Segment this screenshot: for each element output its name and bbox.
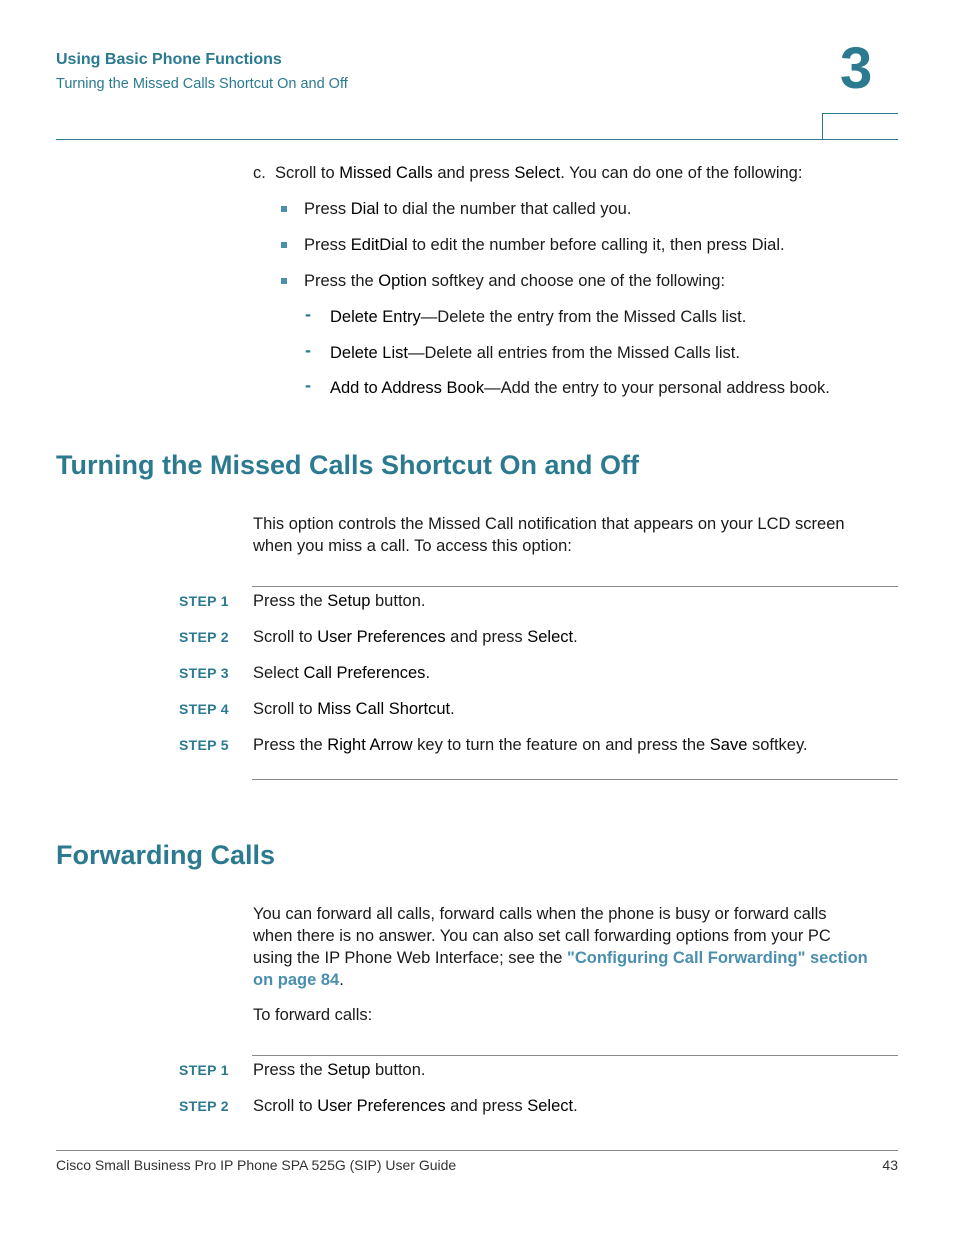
add-to-address-book-term: Add to Address Book xyxy=(330,379,485,397)
section-title-missed-calls-shortcut: Turning the Missed Calls Shortcut On and Off xyxy=(56,450,640,480)
select-term: Select xyxy=(527,628,574,646)
text: button. xyxy=(370,1061,426,1079)
text: and press xyxy=(432,164,515,182)
setup-term: Setup xyxy=(327,1061,371,1079)
text: Press the xyxy=(253,592,328,610)
text: softkey and choose one of the following: xyxy=(426,272,726,290)
to-forward-calls-text: To forward calls: xyxy=(253,1006,373,1024)
step-text xyxy=(253,698,455,720)
text: and press xyxy=(445,1097,528,1115)
delete-list-term: Delete List xyxy=(330,344,408,362)
save-term: Save xyxy=(709,736,748,754)
text: key to turn the feature on and press the xyxy=(412,736,710,754)
text: Select xyxy=(253,664,304,682)
step-text xyxy=(253,1095,578,1117)
steps-bottom-rule xyxy=(252,779,898,780)
step-text xyxy=(253,662,430,684)
section2-paragraph-line4 xyxy=(253,969,344,991)
text: . xyxy=(450,700,455,718)
text: Press xyxy=(304,236,351,254)
text: Scroll to xyxy=(253,700,318,718)
text: softkey. xyxy=(747,736,808,754)
right-arrow-term: Right Arrow xyxy=(327,736,413,754)
bullet-item xyxy=(304,270,725,292)
text: Press xyxy=(304,200,351,218)
text: . You can do one of the following: xyxy=(560,164,803,182)
dial-term: Dial xyxy=(350,200,380,218)
select-term: Select xyxy=(527,1097,574,1115)
bullet-square-icon xyxy=(281,278,287,284)
text: to edit the number before calling it, then press Dial. xyxy=(407,236,785,254)
text: using the IP Phone Web Interface; see the xyxy=(253,949,568,967)
text: —Add the entry to your personal address book. xyxy=(484,379,830,397)
step-label: STEP 4 xyxy=(179,701,229,717)
section1-paragraph-line2: when you miss a call. To access this option: xyxy=(253,537,572,555)
editdial-term: EditDial xyxy=(350,236,408,254)
text: Press the xyxy=(253,1061,328,1079)
section1-paragraph-line1: This option controls the Missed Call notification that appears on your LCD screen xyxy=(253,515,845,533)
text: . xyxy=(425,664,431,682)
chapter-tab-box xyxy=(822,113,898,139)
steps-top-rule xyxy=(252,586,898,587)
bullet-square-icon xyxy=(281,242,287,248)
user-preferences-term: User Preferences xyxy=(317,628,446,646)
setup-term: Setup xyxy=(327,592,371,610)
section2-paragraph-line1: You can forward all calls, forward calls when the phone is busy or forward calls xyxy=(253,905,827,923)
header-rule xyxy=(56,139,898,140)
page-84-link[interactable]: on page 84 xyxy=(253,971,340,989)
text: Press the xyxy=(253,736,328,754)
text: . xyxy=(339,971,344,989)
user-preferences-term: User Preferences xyxy=(317,1097,446,1115)
step-letter: c. xyxy=(253,164,266,182)
step-label: STEP 5 xyxy=(179,737,229,753)
text: and press xyxy=(445,628,528,646)
dash-bullet-icon: - xyxy=(305,304,311,324)
text: . xyxy=(573,628,578,646)
text: Scroll to xyxy=(275,164,340,182)
dash-bullet-icon: - xyxy=(305,375,311,395)
steps-top-rule xyxy=(252,1055,898,1056)
step-text xyxy=(253,626,578,648)
option-term: Option xyxy=(378,272,427,290)
sub-item xyxy=(330,306,746,328)
step-label: STEP 2 xyxy=(179,629,229,645)
step-label: STEP 1 xyxy=(179,593,229,609)
text: button. xyxy=(370,592,426,610)
footer-doc-title: Cisco Small Business Pro IP Phone SPA 525G (SIP) User Guide xyxy=(56,1157,457,1173)
bullet-square-icon xyxy=(281,206,287,212)
section-title-forwarding-calls: Forwarding Calls xyxy=(56,840,276,870)
section-subtitle: Turning the Missed Calls Shortcut On and Off xyxy=(56,76,348,92)
delete-entry-term: Delete Entry xyxy=(330,308,421,326)
call-preferences-term: Call Preferences xyxy=(303,664,426,682)
dash-bullet-icon: - xyxy=(305,340,311,360)
step-label: STEP 2 xyxy=(179,1098,229,1114)
text: Press the xyxy=(304,272,379,290)
footer-rule xyxy=(56,1150,898,1151)
text: —Delete all entries from the Missed Calls list. xyxy=(407,344,740,362)
text: Scroll to xyxy=(253,628,318,646)
step-label: STEP 3 xyxy=(179,665,229,681)
configuring-call-forwarding-link[interactable]: "Configuring Call Forwarding" section xyxy=(567,949,868,967)
select-term: Select xyxy=(514,164,561,182)
text: —Delete the entry from the Missed Calls list. xyxy=(420,308,747,326)
chapter-title: Using Basic Phone Functions xyxy=(56,51,282,68)
page-number: 43 xyxy=(882,1157,898,1173)
step-label: STEP 1 xyxy=(179,1062,229,1078)
missed-calls-term: Missed Calls xyxy=(339,164,433,182)
chapter-number: 3 xyxy=(840,36,873,101)
miss-call-shortcut-term: Miss Call Shortcut xyxy=(317,700,451,718)
sub-item xyxy=(330,342,740,364)
sub-item xyxy=(330,377,830,399)
text: Scroll to xyxy=(253,1097,318,1115)
step-text xyxy=(253,590,425,612)
step-c xyxy=(253,162,802,184)
step-text xyxy=(253,1059,425,1081)
bullet-item xyxy=(304,234,785,256)
text: to dial the number that called you. xyxy=(379,200,632,218)
step-text xyxy=(253,734,808,756)
section2-paragraph-line3 xyxy=(253,947,868,969)
bullet-item xyxy=(304,198,631,220)
text: . xyxy=(573,1097,578,1115)
section2-paragraph-line2: when there is no answer. You can also set call forwarding options from your PC xyxy=(253,927,831,945)
